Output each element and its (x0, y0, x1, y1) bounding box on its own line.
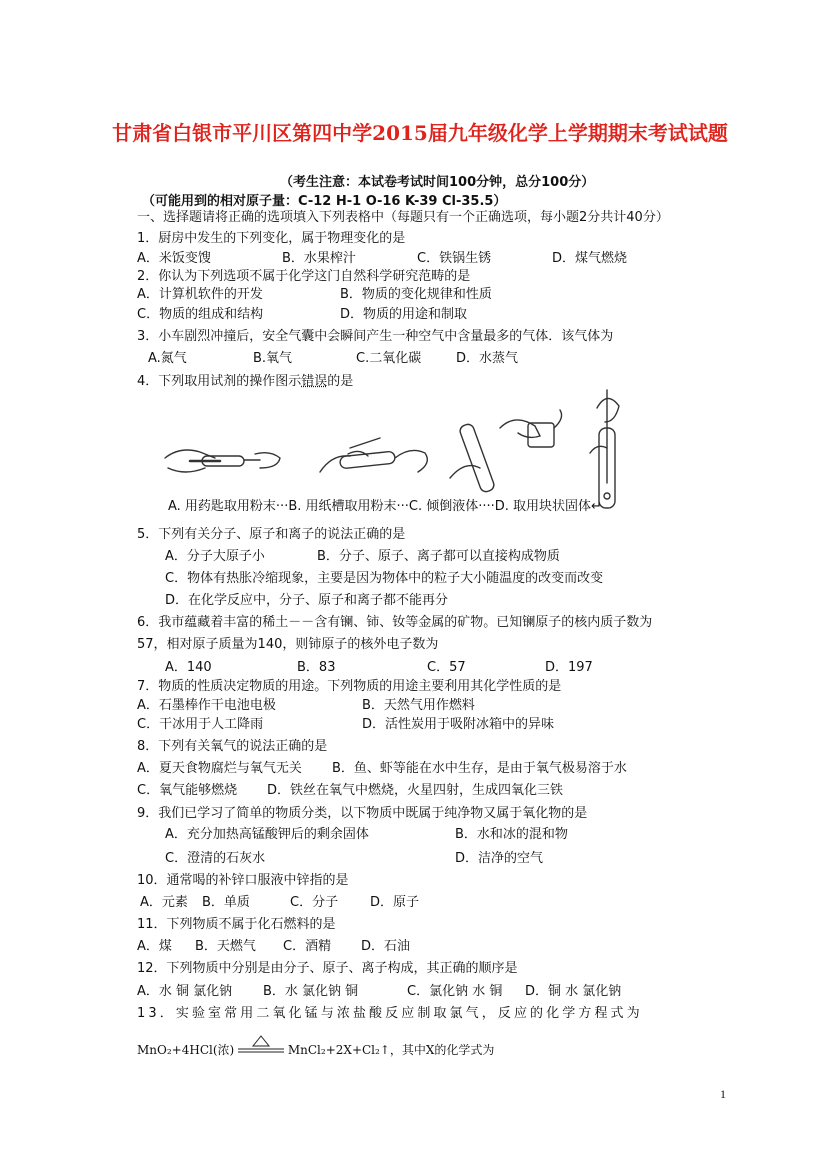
atomic-mass-note: （可能用到的相对原子量：C-12 H-1 O-16 K-39 Cl-35.5） (142, 194, 507, 209)
option-b: B．天燃气 (195, 939, 256, 954)
option-b: B．单质 (202, 895, 250, 910)
option-b: B．鱼、虾等能在水中生存，是由于氧气极易溶于水 (332, 761, 627, 776)
question-13: 13．实验室常用二氧化锰与浓盐酸反应制取氯气，反应的化学方程式为 (137, 1006, 643, 1021)
option-c: C．氧气能够燃烧 (137, 783, 238, 798)
illustration-caption: A. 用药匙取用粉末···B. 用纸槽取用粉末···C. 倾倒液体····D. 取用块状固体↵ (168, 499, 602, 514)
option-a: A．石墨棒作干电池电极 (137, 698, 276, 713)
question-5: 5．下列有关分子、原子和离子的说法正确的是 (137, 527, 406, 542)
figure-a-spatula (165, 450, 280, 472)
option-c: C．澄清的石灰水 (165, 851, 266, 866)
option-a: A．夏天食物腐烂与氧气无关 (137, 761, 302, 776)
equation-reactants: MnO₂+4HCl(浓) (137, 1043, 235, 1057)
equation-products: MnCl₂+2X+Cl₂↑，其中X的化学式为 (287, 1043, 495, 1057)
figure-b-paper-trough (320, 438, 427, 472)
option-c: C．分子 (290, 895, 339, 910)
option-d: D．物质的用途和制取 (340, 307, 468, 322)
option-a: A．140 (165, 660, 212, 675)
option-b: B．83 (297, 660, 336, 675)
option-a: A．米饭变馊 (137, 251, 211, 266)
time-note: （考生注意：本试卷考试时间100分钟，总分100分） (280, 175, 595, 190)
option-b: B．分子、原子、离子都可以直接构成物质 (317, 549, 560, 564)
question-1: 1．厨房中发生的下列变化，属于物理变化的是 (137, 231, 406, 246)
option-b: B．水果榨汁 (282, 251, 356, 266)
option-d: D．原子 (370, 895, 420, 910)
question-8: 8．下列有关氧气的说法正确的是 (137, 739, 328, 754)
option-b: B.氧气 (253, 351, 293, 366)
option-c: C．物体有热胀冷缩现象，主要是因为物体中的粒子大小随温度的改变而改变 (165, 571, 604, 586)
option-c: C．57 (427, 660, 466, 675)
option-a: A．煤 (137, 939, 172, 954)
option-c: C．干冰用于人工降雨 (137, 717, 264, 732)
option-b: B．水 氯化钠 铜 (263, 984, 359, 999)
option-a: A．计算机软件的开发 (137, 287, 263, 302)
question-11: 11．下列物质不属于化石燃料的是 (137, 917, 336, 932)
option-d: D．铜 水 氯化钠 (525, 984, 622, 999)
option-d: D．197 (545, 660, 593, 675)
option-a: A.氮气 (148, 351, 187, 366)
option-a: A．元素 (140, 895, 188, 910)
option-a: A．分子大原子小 (165, 549, 265, 564)
option-d: D．活性炭用于吸附冰箱中的异味 (362, 717, 555, 732)
option-d: D．煤气燃烧 (552, 251, 628, 266)
option-a: A．水 铜 氯化钠 (137, 984, 233, 999)
page-number: 1 (720, 1087, 726, 1101)
heat-arrow-icon (238, 1034, 284, 1056)
option-d: D．在化学反应中，分子、原子和离子都不能再分 (165, 593, 449, 608)
question-6-line-2: 57，相对原子质量为140，则铈原子的核外电子数为 (137, 637, 439, 652)
question-9: 9．我们已学习了简单的物质分类，以下物质中既属于纯净物又属于氧化物的是 (137, 806, 588, 821)
exam-title: 甘肃省白银市平川区第四中学2015届九年级化学上学期期末考试试题 (112, 121, 728, 145)
figure-c-pouring (450, 410, 562, 493)
option-d: D．洁净的空气 (455, 851, 544, 866)
option-c: C.二氧化碳 (356, 351, 422, 366)
option-c: C．氯化钠 水 铜 (407, 984, 503, 999)
option-d: D．铁丝在氧气中燃烧，火星四射，生成四氧化三铁 (267, 783, 564, 798)
chemical-equation (137, 1034, 494, 1059)
option-b: B．水和冰的混和物 (455, 827, 568, 842)
question-7: 7．物质的性质决定物质的用途。下列物质的用途主要利用其化学性质的是 (137, 679, 562, 694)
figure-d-block-solid (590, 390, 619, 508)
option-d: D．石油 (361, 939, 411, 954)
option-c: C．物质的组成和结构 (137, 307, 264, 322)
question-4-underlined: 错误 (301, 374, 328, 389)
option-c: C．酒精 (283, 939, 332, 954)
section-instruction: 一、选择题请将正确的选项填入下列表格中（每题只有一个正确选项，每小题2分共计40分） (137, 210, 669, 225)
option-a: A．充分加热高锰酸钾后的剩余固体 (165, 827, 369, 842)
question-4-stem: 4．下列取用试剂的操作图示 (137, 374, 302, 389)
question-12: 12．下列物质中分别是由分子、原子、离子构成，其正确的顺序是 (137, 961, 518, 976)
question-10: 10．通常喝的补锌口服液中锌指的是 (137, 873, 349, 888)
option-b: B．天然气用作燃料 (362, 698, 475, 713)
option-b: B．物质的变化规律和性质 (340, 287, 492, 302)
option-d: D．水蒸气 (456, 351, 519, 366)
question-6-line-1: 6．我市蕴藏着丰富的稀土－－含有镧、铈、钕等金属的矿物。已知镧原子的核内质子数为 (137, 615, 653, 630)
question-2: 2．你认为下列选项不属于化学这门自然科学研究范畴的是 (137, 269, 471, 284)
question-4-stem-end: 的是 (327, 374, 354, 389)
option-c: C．铁锅生锈 (417, 251, 492, 266)
question-3: 3．小车剧烈冲撞后，安全气囊中会瞬间产生一种空气中含量最多的气体．该气体为 (137, 329, 614, 344)
